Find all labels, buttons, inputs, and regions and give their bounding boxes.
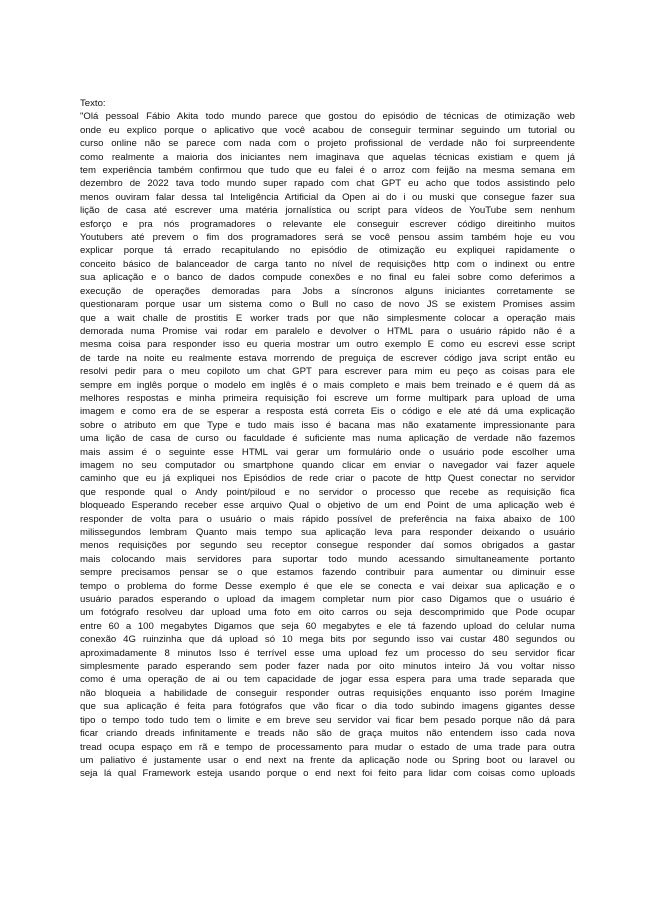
transcript-line: curso online não se parece com nada com o projeto profissional de verdade não foi surpreendente <box>80 138 575 150</box>
transcript-line: entre 60 a 100 megabytes Digamos que seja 60 megabytes e ele tá fazendo upload do celular numa <box>80 620 575 632</box>
text-label: Texto: <box>80 98 106 109</box>
transcript-line: explicar porque tá errado recapitulando no episódio de otimização eu expliquei rapidamente o <box>80 245 575 257</box>
transcript-line: conceito básico de balanceador de carga tanto no nível de requisições http com o indinext ou entre <box>80 258 575 270</box>
transcript-line: um fotógrafo resolveu dar upload uma foto em oito carros ou seja descomprimido que Pode ocupar <box>80 607 575 619</box>
transcript-line: dezembro de 2022 tava todo mundo super rapado com chat GPT eu acho que todos assistindo pelo <box>80 178 575 190</box>
transcript-line: mais colocando mais servidores para suportar todo mundo acessando simultaneamente portanto <box>80 553 575 565</box>
transcript-line: não bloqueia a habilidade de conseguir responder outras requisições enquanto isso porém Imagine <box>80 687 575 699</box>
transcript-line: responder de volta para o usuário o mais rápido possível de preferência na faixa abaixo de 100 <box>80 513 575 525</box>
transcript-line: menos ouviram falar dessa tal Inteligência Artificial da Open ai do i ou muski que consegue fazer sua <box>80 191 575 203</box>
transcript-line: caminho que eu já expliquei nos Episódios de rede criar o pacote de http Quest conectar no servidor <box>80 473 575 485</box>
transcript-line: um paliativo é justamente usar o end next na frente da aplicação node ou Spring boot ou laravel ou <box>80 754 575 766</box>
transcript-line: "Olá pessoal Fábio Akita todo mundo parece que gostou do episódio de técnicas de otimização web <box>80 111 575 123</box>
transcript-line: mais assim é o seguinte esse HTML vai gerar um formulário onde o usuário pode escolher uma <box>80 446 575 458</box>
document-body <box>80 97 575 781</box>
transcript-line: resolvi pedir para o meu copiloto um chat GPT para escrever para mim eu peço as coisas para ele <box>80 366 575 378</box>
transcript-line: sua aplicação e o banco de dados compude conexões e no final eu falei sobre como deferimos a <box>80 272 575 284</box>
transcript-line: usuário parados esperando o upload da imagem completar num pior caso Digamos que o usuário é <box>80 594 575 606</box>
transcript-line: lição de casa até escrever uma matéria jornalística ou script para vídeos de YouTube sem nenhum <box>80 205 575 217</box>
transcript-line: questionaram porque usar um sistema como o Bull no caso de novo JS se existem Promises assim <box>80 299 575 311</box>
transcript-line: tipo o tempo todo tudo tem o limite e em breve seu servidor vai ficar bem pesado porque não dá para <box>80 714 575 726</box>
transcript-text <box>80 110 575 780</box>
transcript-line: milissegundos lembram Quanto mais tempo sua aplicação leva para responder deixando o usuário <box>80 527 575 538</box>
transcript-line: imagem e como era de se esperar a resposta está correta Eis o código e ele até dá uma explicação <box>80 406 575 418</box>
transcript-line: que a wait challe de prostitis E worker trads por que não simplesmente colocar a operação mais <box>80 312 575 324</box>
transcript-line: imagem no seu computador ou smartphone quando clicar em enviar o navegador vai fazer aquele <box>80 459 575 471</box>
transcript-line: seja lá qual Framework esteja usando porque o end next foi feito para lidar com coisas como uploads <box>80 768 575 780</box>
transcript-line: mesma coisa para responder isso eu queria mostrar um outro exemplo E como eu escrevi esse script <box>80 339 575 351</box>
transcript-line: melhores respostas e minha primeira requisição foi escreve um forme multipark para upload de uma <box>80 392 575 404</box>
transcript-line: bloqueado Esperando receber esse arquivo Qual o objetivo de um end Point de uma aplicação web é <box>80 500 575 512</box>
transcript-line: tem experiência também confirmou que tudo que eu falei é o arroz com feijão na mesma semana em <box>80 165 575 177</box>
transcript-line: tread ocupa espaço em rã e tempo de processamento para mudar o estado de uma trade para outra <box>80 741 575 753</box>
transcript-line: menos requisições por segundo seu receptor consegue responder daí somos obrigados a gastar <box>80 540 575 552</box>
transcript-line: tempo o problema do forme Desse exemplo é que ele se conecta e vai deixar sua aplicação e o <box>80 580 575 592</box>
transcript-line: simplesmente parado esperando sem poder fazer nada por oito minutos inteiro Já vou voltar nisso <box>80 661 575 673</box>
transcript-line: execução de operações demoradas para Jobs a síncronos alguns iniciantes corretamente se <box>80 285 575 297</box>
transcript-line: sempre precisamos pensar se o que estamos fazendo contribuir para aumentar ou diminuir esse <box>80 567 575 579</box>
transcript-line: que responde qual o Andy point/piloud e no servidor o processo que recebe as requisição fica <box>80 486 575 498</box>
transcript-line: como realmente a maioria dos iniciantes nem imaginava que aquelas técnicas existiam e quem já <box>80 151 575 163</box>
transcript-line: sempre em inglês porque o modelo em inglês é o mais completo e mais bem treinado e é quem dá as <box>80 379 575 391</box>
transcript-line: aproximadamente 8 minutos Isso é terrível esse uma upload fez um processo do seu servidor ficar <box>80 647 575 659</box>
transcript-line: esforço e pra nós programadores o relevante ele conseguir escrever código direitinho muitos <box>80 218 575 230</box>
transcript-line: como é uma operação de ai ou tem capacidade de jogar essa espera para uma trade separada que <box>80 674 575 686</box>
transcript-line: conexão 4G ruinzinha que dá upload só 10 mega bits por segundo isso vai custar 480 segundos ou <box>80 634 575 646</box>
transcript-line: demorada numa Promise vai rodar em paralelo e devolver o HTML para o usuário rápido não é a <box>80 325 575 337</box>
transcript-line: Youtubers até prevem o fim dos programadores será se você pensou assim também hoje eu vou <box>80 232 575 244</box>
transcript-line: uma lição de casa de curso ou faculdade é suficiente mas numa aplicação de verdade não fazemos <box>80 433 575 445</box>
transcript-line: sobre o atributo em que Type e tudo mais isso é bacana mas não exatamente impressionante para <box>80 419 575 431</box>
transcript-line: de tarde na noite eu realmente estava morrendo de preguiça de escrever código java script então eu <box>80 352 575 364</box>
transcript-line: que sua aplicação é feita para fotógrafos que vão ficar o dia todo subindo imagens gigantes desse <box>80 701 575 713</box>
transcript-line: onde eu explico porque o aplicativo que você acabou de conseguir terminar seguindo um tutorial ou <box>80 124 575 136</box>
transcript-line: ficar criando dreads infinitamente e treads não são de graça muitos não entendem isso cada nova <box>80 728 575 740</box>
